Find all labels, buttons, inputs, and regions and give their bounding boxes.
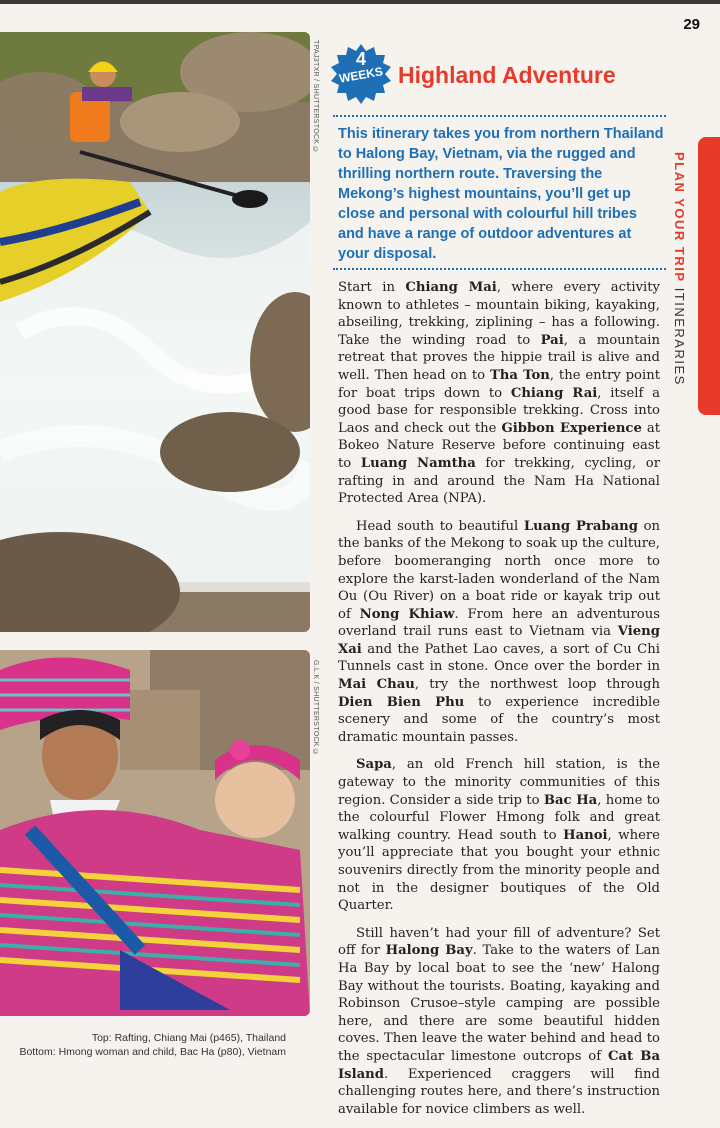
- place-name: Mai Chau: [338, 677, 415, 693]
- body-paragraph: [338, 518, 660, 747]
- body-run: on the banks of the Mekong to soak up the culture, before boomeranging north once more to explore the karst-laden wonderland of the Nam Ou (Ou River) on a boat ride or kayak trip out of: [338, 518, 660, 622]
- body-text: [338, 279, 660, 1128]
- caption-bottom: Bottom: Hmong woman and child, Bac Ha (p80), Vietnam: [19, 1046, 286, 1058]
- body-run: . From here an adventurous overland trail runs east to Vietnam via: [338, 606, 660, 640]
- body-run: , try the northwest loop through: [414, 677, 660, 693]
- body-run: , where every activity known to athletes – mountain biking, kayaking, abseiling, trekking, ziplining – has a following. Take the winding road to: [338, 280, 660, 348]
- intro-divider-bottom: [333, 268, 666, 270]
- photo-caption: [0, 1031, 286, 1059]
- caption-top: Top: Rafting, Chiang Mai (p465), Thailand: [91, 1032, 286, 1044]
- place-name: Luang Namtha: [360, 455, 476, 471]
- place-name: Luang Prabang: [523, 518, 638, 534]
- badge-unit: WEEKS: [338, 64, 384, 86]
- place-name: Hanoi: [563, 827, 608, 843]
- body-run: , home to the colourful Flower Hmong folk and great walking country. Head south to: [338, 792, 660, 843]
- place-name: Chiang Mai: [405, 280, 497, 295]
- body-run: and the Pathet Lao caves, a sort of Cu Chi Tunnels cast in stone. Once over the border in: [338, 641, 660, 675]
- body-paragraph: [338, 279, 660, 508]
- place-name: Gibbon Experience: [501, 420, 642, 436]
- hmong-woman-photo: [0, 650, 310, 1016]
- place-name: Cat Ba Island: [338, 1048, 660, 1082]
- body-run: , where you’ll appreciate that you bought your ethnic souvenirs directly from the minority people and not in the designer boutiques of the Old Quarter.: [338, 827, 660, 914]
- top-rule: [0, 0, 720, 4]
- place-name: Chiang Rai: [510, 385, 598, 401]
- body-paragraph: [338, 756, 660, 914]
- place-name: Pai: [540, 332, 564, 348]
- section-tab[interactable]: [698, 137, 720, 415]
- body-run: at Bokeo Nature Reserve before continuing east to: [338, 420, 660, 471]
- body-run: , the entry point for boat trips down to: [338, 367, 660, 401]
- itinerary-title: Highland Adventure: [398, 62, 616, 88]
- body-run: Start in: [338, 280, 406, 295]
- body-run: . Experienced craggers will find challenging routes here, and there’s instruction available for novice climbers as well.: [338, 1066, 660, 1117]
- body-run: Head south to beautiful: [356, 518, 524, 534]
- place-name: Halong Bay: [385, 943, 473, 959]
- body-paragraph: [338, 925, 660, 1119]
- page-number: 29: [683, 16, 700, 33]
- body-run: , a mountain retreat that proves the hippie trail is alive and well. Then head on to: [338, 332, 660, 383]
- body-run: , itself a good base for responsible trekking. Cross into Laos and check out the: [338, 385, 661, 436]
- place-name: Bac Ha: [543, 792, 598, 808]
- body-run: for trekking, cycling, or rafting in and around the Nam Ha National Protected Area (NPA).: [338, 455, 660, 507]
- badge-number: 4: [355, 49, 366, 69]
- body-run: . Take to the waters of Lan Ha Bay by local boat to see the ‘new’ Halong Bay without the tourists. Boating, kayaking and Robinson Crusoe–style camping are possible here, and there are some beautiful hidden coves. Then leave the water behind and head to the spectacular limestone outcrops of: [338, 943, 660, 1064]
- section-tab-label: PLAN YOUR TRIP ITINERARIES: [672, 152, 687, 386]
- body-run: to experience incredible scenery and some of the country’s most dramatic mountain passes.: [338, 694, 660, 745]
- intro-text: This itinerary takes you from northern Thailand to Halong Bay, Vietnam, via the rugged and thrilling northern route. Traversing the Mekong’s highest mountains, you’ll get up close and personal with colourful hill tribes and have a range of outdoor adventures at your disposal.: [338, 126, 664, 262]
- body-run: Still haven’t had your fill of adventure? Set off for: [338, 925, 660, 959]
- place-name: Vieng Xai: [338, 624, 660, 657]
- place-name: Dien Bien Phu: [338, 694, 465, 710]
- intro-divider-top: [333, 115, 666, 117]
- place-name: Tha Ton: [489, 367, 550, 383]
- place-name: Nong Khiaw: [359, 606, 455, 622]
- photo-credit-top: TPAJ3TXR / SHUTTERSTOCK ©: [312, 40, 319, 154]
- place-name: Sapa: [356, 757, 392, 773]
- rafting-photo: [0, 32, 310, 632]
- photo-credit-bottom: G.L.K / SHUTTERSTOCK ©: [312, 660, 319, 757]
- body-run: , an old French hill station, is the gateway to the minority communities of this region. Consider a side trip to: [338, 757, 660, 808]
